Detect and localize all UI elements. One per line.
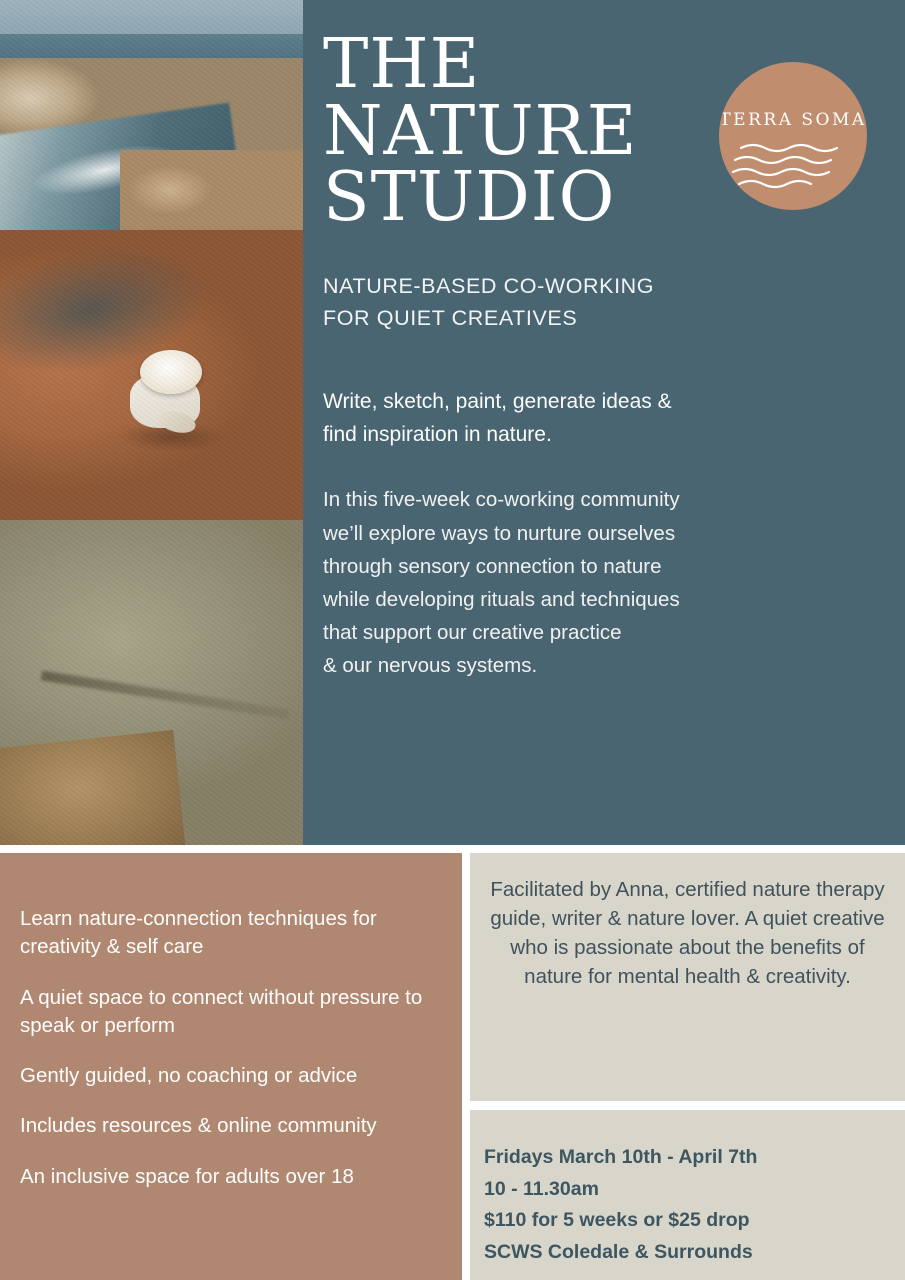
- subtitle: [323, 270, 865, 335]
- benefit-item: A quiet space to connect without pressure to speak or perform: [20, 985, 423, 1037]
- detail-time: 10 - 11.30am: [484, 1177, 599, 1200]
- lede-line-2: find inspiration in nature.: [323, 422, 552, 446]
- logo-name: TERRA SOMA: [719, 110, 867, 130]
- body-copy: [323, 483, 865, 682]
- coastline-photo: [0, 0, 303, 845]
- benefit-item: Learn nature-connection techniques for creativity & self care: [20, 907, 377, 959]
- body-line-1: In this five-week co-working community: [323, 488, 680, 512]
- lede-text: [323, 386, 865, 451]
- body-line-3: through sensory connection to nature: [323, 554, 662, 578]
- title-line-2: NATURE: [323, 91, 638, 171]
- benefit-item: An inclusive space for adults over 18: [20, 1164, 354, 1188]
- benefit-item: Gently guided, no coaching or advice: [20, 1064, 358, 1088]
- benefit-item: Includes resources & online community: [20, 1114, 377, 1138]
- body-line-6: & our nervous systems.: [323, 654, 538, 678]
- benefits-panel: [0, 853, 462, 1280]
- photo-bottom-rock: [0, 730, 186, 845]
- terra-soma-logo: [719, 62, 867, 210]
- figure-sun-hat: [140, 350, 202, 394]
- bottom-section: [0, 845, 905, 1280]
- subtitle-line-2: FOR QUIET CREATIVES: [323, 306, 578, 331]
- facilitator-panel: Facilitated by Anna, certified nature therapy guide, writer & nature lover. A quiet creative who is passionate about the benefits of nature for mental health & creativity.: [470, 853, 905, 1101]
- body-line-4: while developing rituals and techniques: [323, 588, 680, 612]
- body-line-2: we’ll explore ways to nurture ourselves: [323, 521, 676, 545]
- body-line-5: that support our creative practice: [323, 621, 622, 645]
- title-line-1: THE: [323, 25, 481, 104]
- detail-location: SCWS Coledale & Surrounds: [484, 1240, 753, 1263]
- title-line-3: STUDIO: [323, 158, 616, 238]
- photo-figure: [118, 340, 228, 460]
- detail-price: $110 for 5 weeks or $25 drop: [484, 1209, 750, 1232]
- wave-lines-icon: [719, 140, 867, 200]
- subtitle-line-1: NATURE-BASED CO-WORKING: [323, 273, 655, 298]
- lede-line-1: Write, sketch, paint, generate ideas &: [323, 390, 672, 414]
- detail-dates: Fridays March 10th - April 7th: [484, 1146, 758, 1168]
- header-panel: [303, 0, 905, 845]
- session-details-panel: [470, 1110, 905, 1280]
